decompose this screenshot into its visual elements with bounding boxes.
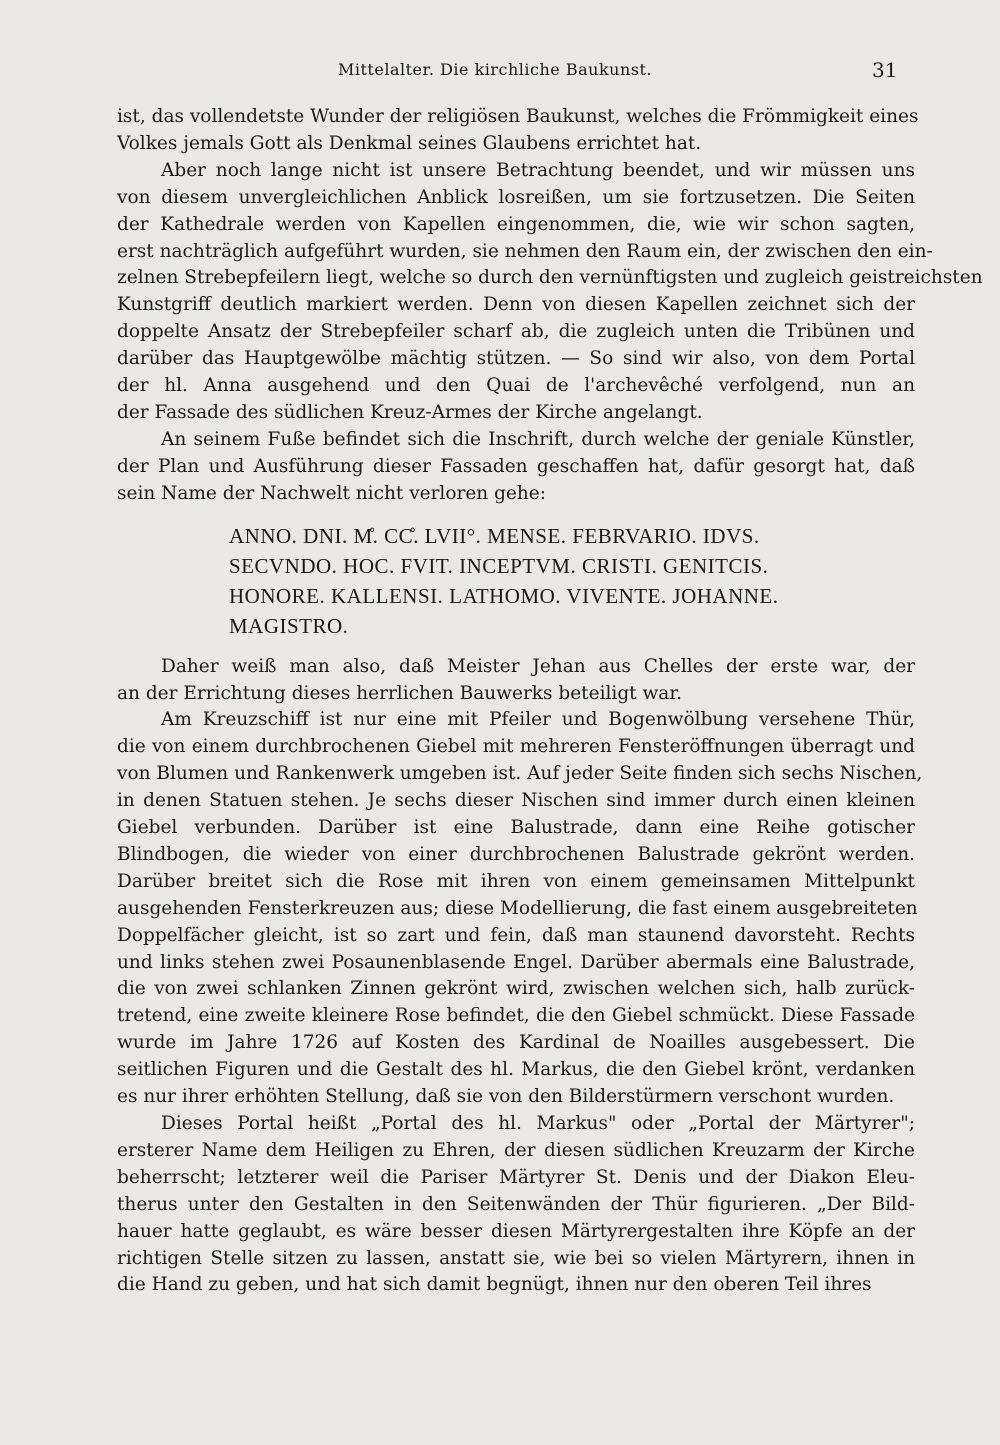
page-header <box>0 58 1000 86</box>
text-line: Giebel verbunden. Darüber ist eine Balustrade, dann eine Reihe gotischer <box>117 817 915 839</box>
text-line: Aber noch lange nicht ist unsere Betrachtung beendet, und wir müssen uns <box>161 159 915 181</box>
text-line: die von einem durchbrochenen Giebel mit mehreren Fensteröffnungen überragt und <box>117 736 915 758</box>
text-line: der Fassade des südlichen Kreuz-Armes der Kirche angelangt. <box>117 401 703 423</box>
text-line: beherrscht; letzterer weil die Pariser Märtyrer St. Denis und der Diakon Eleu- <box>117 1166 915 1188</box>
paragraphs-before-inscription <box>117 104 983 508</box>
text-line: der hl. Anna ausgehend und den Quai de l'archevêché verfolgend, nun an <box>117 375 915 397</box>
text-line: der Plan und Ausführung dieser Fassaden geschaffen hat, dafür gesorgt hat, daß <box>117 455 915 477</box>
text-line: darüber das Hauptgewölbe mächtig stützen. — So sind wir also, von dem Portal <box>117 348 915 370</box>
text-line: sein Name der Nachwelt nicht verloren gehe: <box>117 482 546 504</box>
paragraph <box>117 104 919 158</box>
text-line: ersterer Name dem Heiligen zu Ehren, der diesen südlichen Kreuzarm der Kirche <box>117 1139 915 1161</box>
paragraph <box>117 158 983 427</box>
inscription-line: ANNO. DNI. M̊. CC̊. LVII°. MENSE. FEBRVARIO. IDVS. <box>229 523 760 548</box>
text-line: ist, das vollendetste Wunder der religiösen Baukunst, welches die Frömmigkeit eines <box>117 106 919 127</box>
text-line: und links stehen zwei Posaunenblasende Engel. Darüber abermals eine Balustrade, <box>117 951 915 973</box>
paragraphs-after-inscription <box>117 654 923 1300</box>
text-line: von diesem unvergleichlichen Anblick losreißen, um sie fortzusetzen. Die Seiten <box>117 186 915 208</box>
text-line: tretend, eine zweite kleinere Rose befindet, die den Giebel schmückt. Diese Fassade <box>117 1005 915 1027</box>
text-line: der Kathedrale werden von Kapellen eingenommen, die, wie wir schon sagten, <box>117 213 915 235</box>
text-line: wurde im Jahre 1726 auf Kosten des Kardinal de Noailles ausgebessert. Die <box>117 1032 915 1054</box>
text-line: richtigen Stelle sitzen zu lassen, anstatt sie, wie bei so vielen Märtyrern, ihnen in <box>117 1247 915 1269</box>
paragraph <box>117 427 915 508</box>
running-head: Mittelalter. Die kirchliche Baukunst. <box>338 60 652 79</box>
text-line: seitlichen Figuren und die Gestalt des hl. Markus, die den Giebel krönt, verdanken <box>117 1059 915 1081</box>
text-line: in denen Statuen stehen. Je sechs dieser Nischen sind immer durch einen kleinen <box>117 790 915 812</box>
text-line: Darüber breitet sich die Rose mit ihren von einem gemeinsamen Mittelpunkt <box>117 870 915 892</box>
text-line: erst nachträglich aufgeführt wurden, sie nehmen den Raum ein, der zwischen den ein- <box>117 240 933 262</box>
text-line: Am Kreuzschiff ist nur eine mit Pfeiler und Bogenwölbung versehene Thür, <box>161 709 915 731</box>
text-line: Doppelfächer gleicht, ist so zart und fein, daß man staunend davorsteht. Rechts <box>117 924 915 946</box>
text-line: die von zwei schlanken Zinnen gekrönt wird, zwischen welchen sich, halb zurück- <box>117 978 915 1000</box>
text-line: von Blumen und Rankenwerk umgeben ist. Auf jeder Seite finden sich sechs Nischen, <box>117 763 923 785</box>
inscription-line: MAGISTRO. <box>229 613 349 638</box>
paragraph <box>117 654 915 708</box>
text-line: Volkes jemals Gott als Denkmal seines Glaubens errichtet hat. <box>117 132 702 154</box>
text-line: hauer hatte geglaubt, es wäre besser diesen Märtyrergestalten ihre Köpfe an der <box>117 1220 915 1242</box>
inscription-block <box>229 521 929 641</box>
paragraph <box>117 1111 915 1299</box>
paragraph <box>117 707 923 1111</box>
text-line: An seinem Fuße befindet sich die Inschrift, durch welche der geniale Künstler, <box>161 428 915 450</box>
text-line: an der Errichtung dieses herrlichen Bauwerks beteiligt war. <box>117 682 683 704</box>
text-line: doppelte Ansatz der Strebepfeiler scharf ab, die zugleich unten die Tribünen und <box>117 321 915 343</box>
text-line: ausgehenden Fensterkreuzen aus; diese Modellierung, die fast einem ausgebreiteten <box>117 897 918 919</box>
text-line: zelnen Strebepfeilern liegt, welche so durch den vernünftigsten und zugleich geistreichsten <box>117 267 983 289</box>
text-line: es nur ihrer erhöhten Stellung, daß sie von den Bilderstürmern verschont wurden. <box>117 1086 895 1108</box>
text-line: Kunstgriff deutlich markiert werden. Denn von diesen Kapellen zeichnet sich der <box>117 294 915 316</box>
text-line: die Hand zu geben, und hat sich damit begnügt, ihnen nur den oberen Teil ihres <box>117 1274 872 1296</box>
text-line: therus unter den Gestalten in den Seitenwänden der Thür figurieren. „Der Bild- <box>117 1193 915 1215</box>
inscription-line: HONORE. KALLENSI. LATHOMO. VIVENTE. JOHANNE. <box>229 583 779 608</box>
body-text <box>117 104 983 1299</box>
text-line: Blindbogen, die wieder von einer durchbrochenen Balustrade gekrönt werden. <box>117 843 915 865</box>
page-number: 31 <box>872 58 898 82</box>
text-line: Dieses Portal heißt „Portal des hl. Markus" oder „Portal der Märtyrer"; <box>161 1113 915 1134</box>
text-line: Daher weiß man also, daß Meister Jehan aus Chelles der erste war, der <box>161 655 915 677</box>
inscription-line: SECVNDO. HOC. FVIT. INCEPTVM. CRISTI. GENITCIS. <box>229 553 769 578</box>
